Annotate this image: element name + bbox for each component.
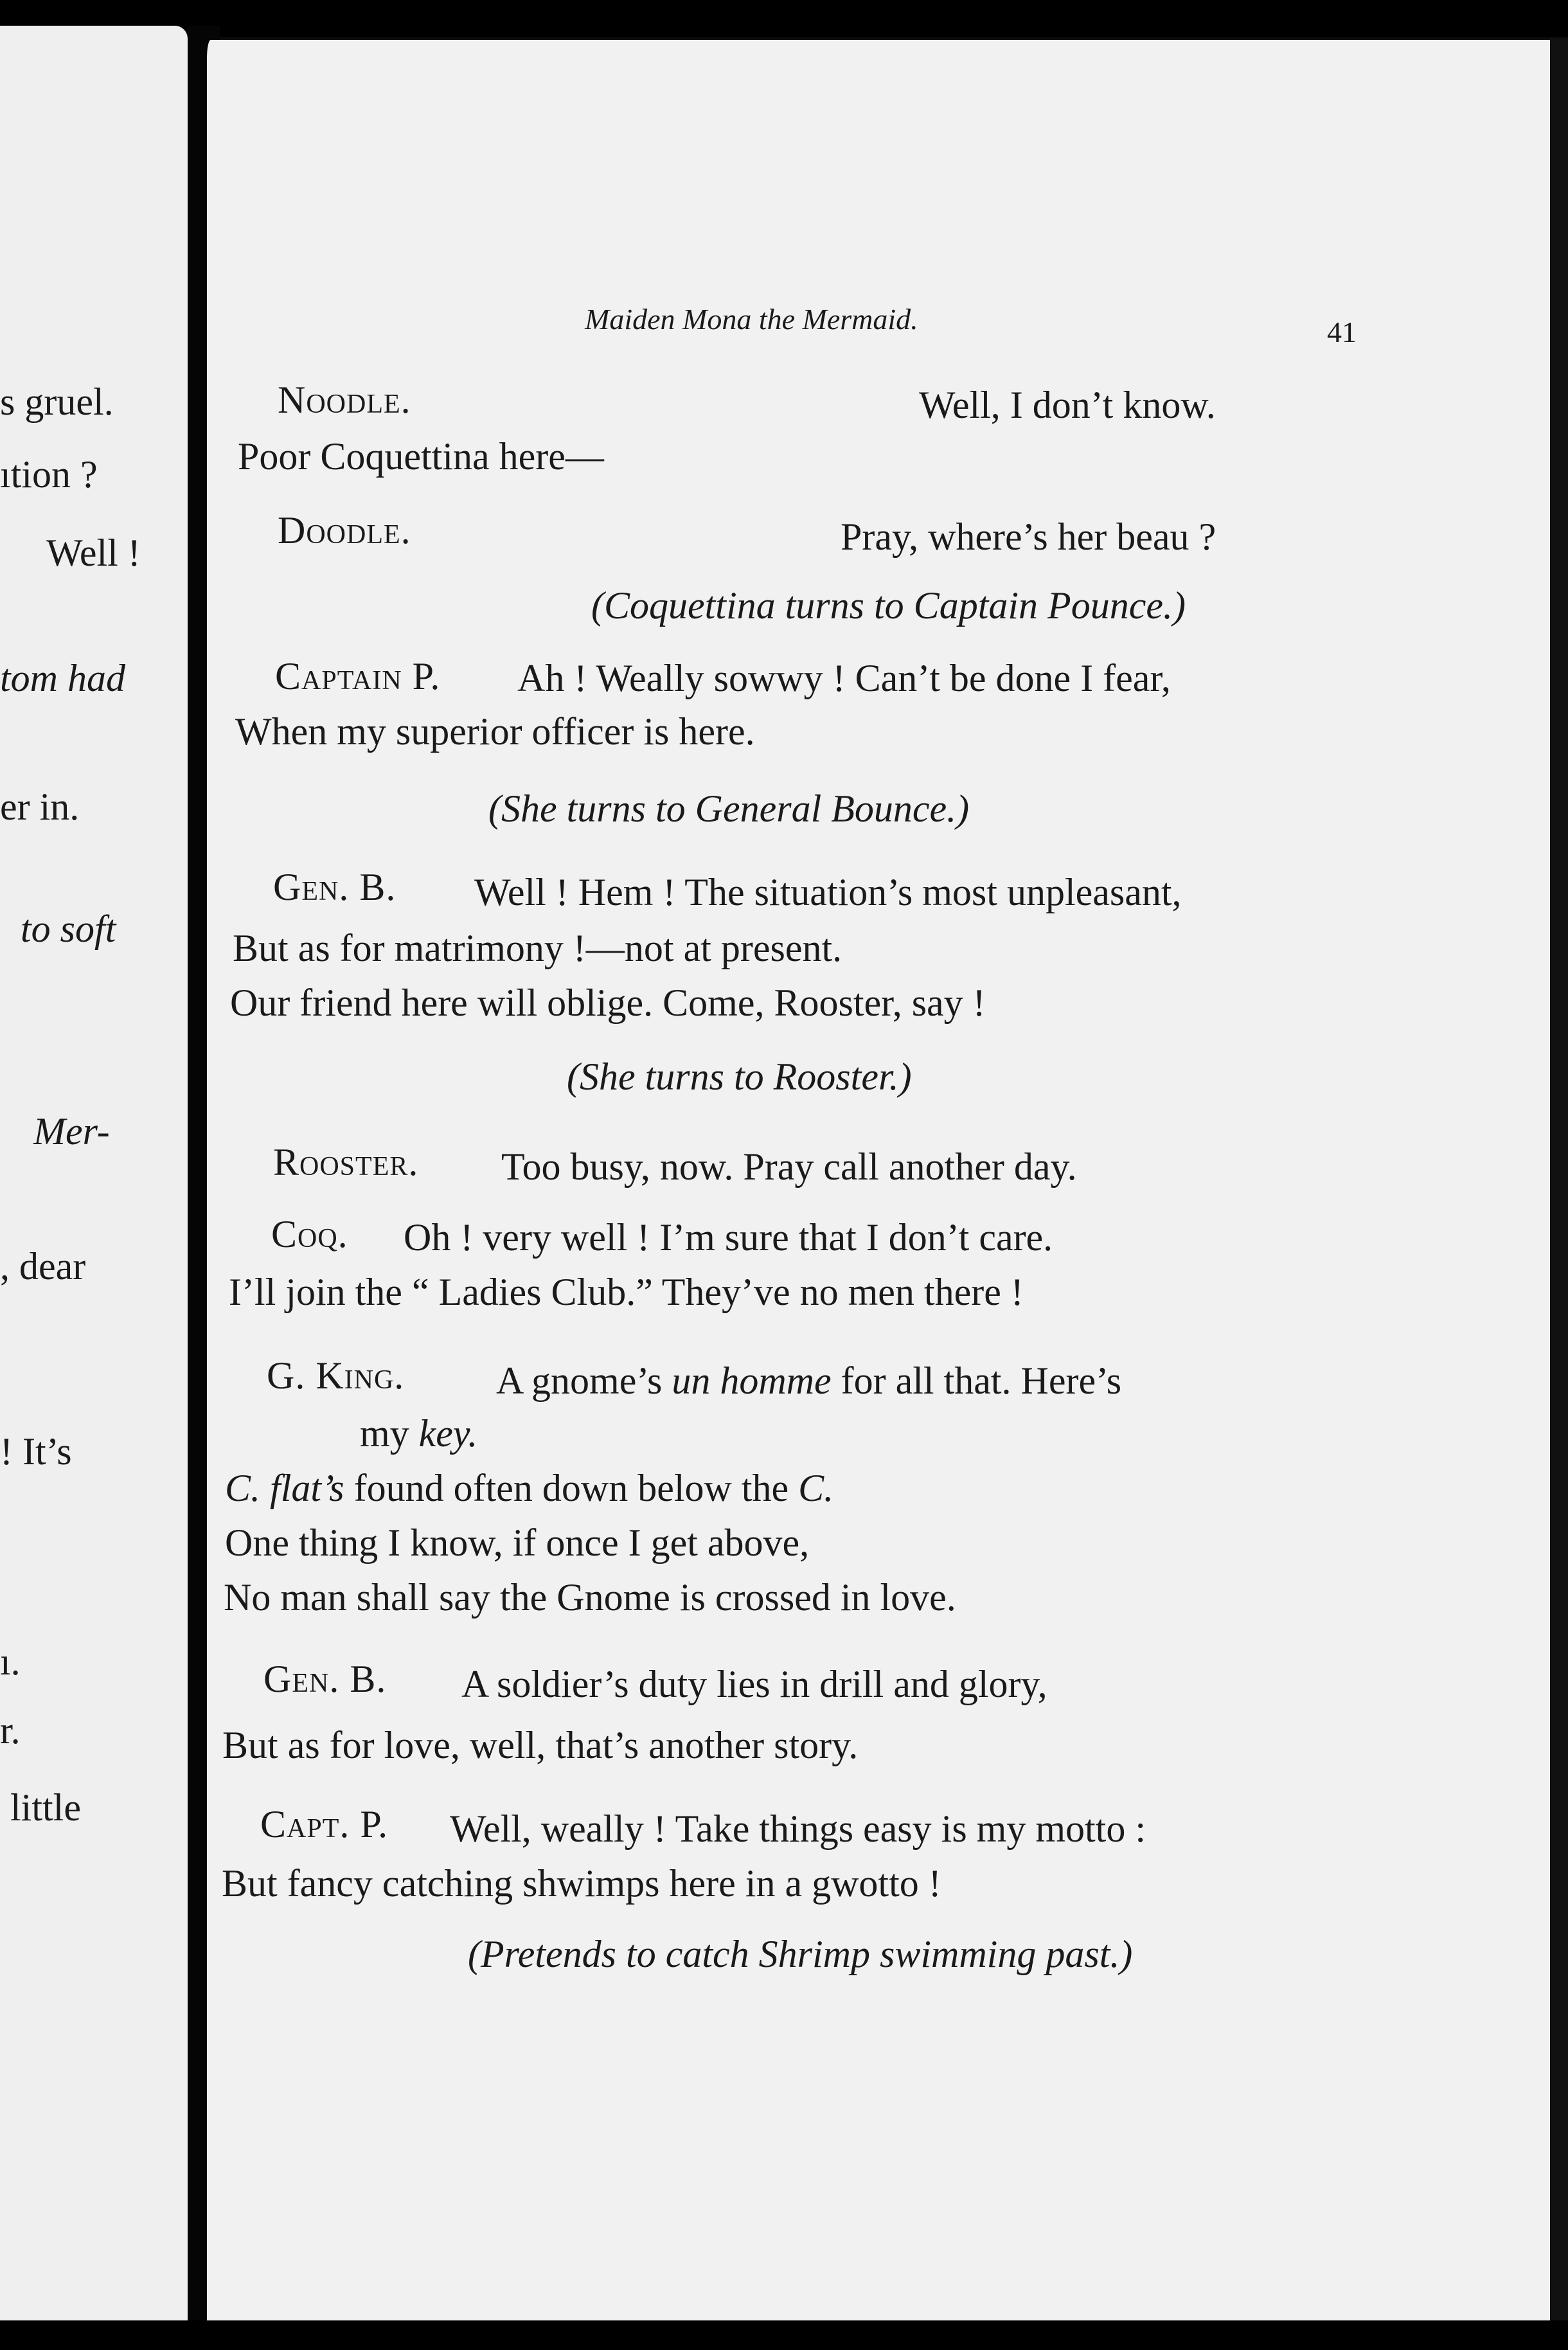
line-17	[225, 1469, 833, 1507]
speaker-captain-p: Captain P.	[275, 655, 441, 697]
speaker-rooster: Rooster.	[273, 1141, 419, 1183]
running-head: Maiden Mona the Mermaid.	[585, 303, 918, 336]
stage-direction-3: (She turns to Rooster.)	[567, 1055, 912, 1098]
line-9: But as for matrimony !—not at present.	[233, 927, 842, 969]
left-fragment-7: Mer-	[33, 1110, 110, 1153]
line-21: But as for love, well, that’s another story.	[222, 1724, 859, 1766]
left-fragment-4: tom had	[0, 657, 125, 699]
left-fragment-2: ıtion ?	[0, 453, 98, 496]
line-15-italic: un homme	[672, 1359, 832, 1402]
line-16	[360, 1414, 477, 1453]
speaker-gen-b-2: Gen. B.	[263, 1658, 387, 1700]
line-19: No man shall say the Gnome is crossed in love.	[224, 1576, 956, 1619]
line-14: I’ll join the “ Ladies Club.” They’ve no men there !	[229, 1271, 1024, 1313]
left-fragment-12: little	[10, 1786, 81, 1829]
line-5-text: Ah ! Weally sowwy ! Can’t be done I fear,	[517, 657, 1171, 699]
left-fragment-11: r.	[0, 1709, 21, 1752]
left-fragment-1: s gruel.	[0, 381, 114, 423]
line-17-part-b: found often down below the	[353, 1467, 789, 1509]
line-10: Our friend here will oblige. Come, Rooster, say !	[230, 982, 986, 1024]
line-15-text	[496, 1361, 1121, 1400]
line-15-part-a: A gnome’s	[496, 1359, 663, 1402]
line-22-text: Well, weally ! Take things easy is my motto :	[450, 1807, 1146, 1850]
speaker-noodle: Noodle.	[278, 379, 411, 421]
left-fragment-5: er in.	[0, 785, 80, 828]
left-fragment-9: ! It’s	[0, 1430, 72, 1473]
bottom-edge	[0, 2320, 1568, 2350]
speaker-doodle: Doodle.	[278, 509, 411, 552]
line-16-italic: key.	[418, 1412, 478, 1455]
line-17-italic-a: C. flat’s	[225, 1467, 344, 1509]
page-right-edge	[1550, 39, 1568, 2350]
line-3-text: Pray, where’s her beau ?	[841, 516, 1216, 558]
left-page	[0, 26, 188, 2320]
speaker-gen-b: Gen. B.	[273, 866, 396, 908]
top-border	[0, 0, 1568, 37]
line-13-text: Oh ! very well ! I’m sure that I don’t care.	[404, 1216, 1053, 1259]
speaker-coq: Coq.	[271, 1213, 348, 1255]
line-18: One thing I know, if once I get above,	[225, 1521, 810, 1564]
left-fragment-3: Well !	[46, 532, 141, 574]
stage-direction-1: (Coquettina turns to Captain Pounce.)	[591, 584, 1186, 627]
left-fragment-6: to soft	[21, 908, 116, 950]
left-fragment-10: ı.	[0, 1640, 21, 1683]
line-8-text: Well ! Hem ! The situation’s most unpleasant,	[474, 871, 1182, 913]
speaker-g-king: G. King.	[267, 1354, 405, 1397]
line-6: When my superior officer is here.	[235, 710, 755, 753]
line-23: But fancy catching shwimps here in a gwotto !	[222, 1862, 941, 1905]
line-2: Poor Coquettina here—	[238, 435, 604, 478]
line-12-text: Too busy, now. Pray call another day.	[501, 1145, 1077, 1188]
line-16-part-a: my	[360, 1412, 409, 1455]
line-20-text: A soldier’s duty lies in drill and glory,	[461, 1663, 1047, 1705]
speaker-capt-p: Capt. P.	[260, 1803, 389, 1845]
left-fragment-8: , dear	[0, 1245, 86, 1287]
line-15-part-c: for all that. Here’s	[841, 1359, 1122, 1402]
line-1-text: Well, I don’t know.	[919, 384, 1216, 426]
stage-direction-4: (Pretends to catch Shrimp swimming past.)	[468, 1933, 1133, 1975]
page-number: 41	[1327, 316, 1357, 348]
stage-direction-2: (She turns to General Bounce.)	[488, 787, 970, 830]
line-17-italic-c: C.	[798, 1467, 834, 1509]
